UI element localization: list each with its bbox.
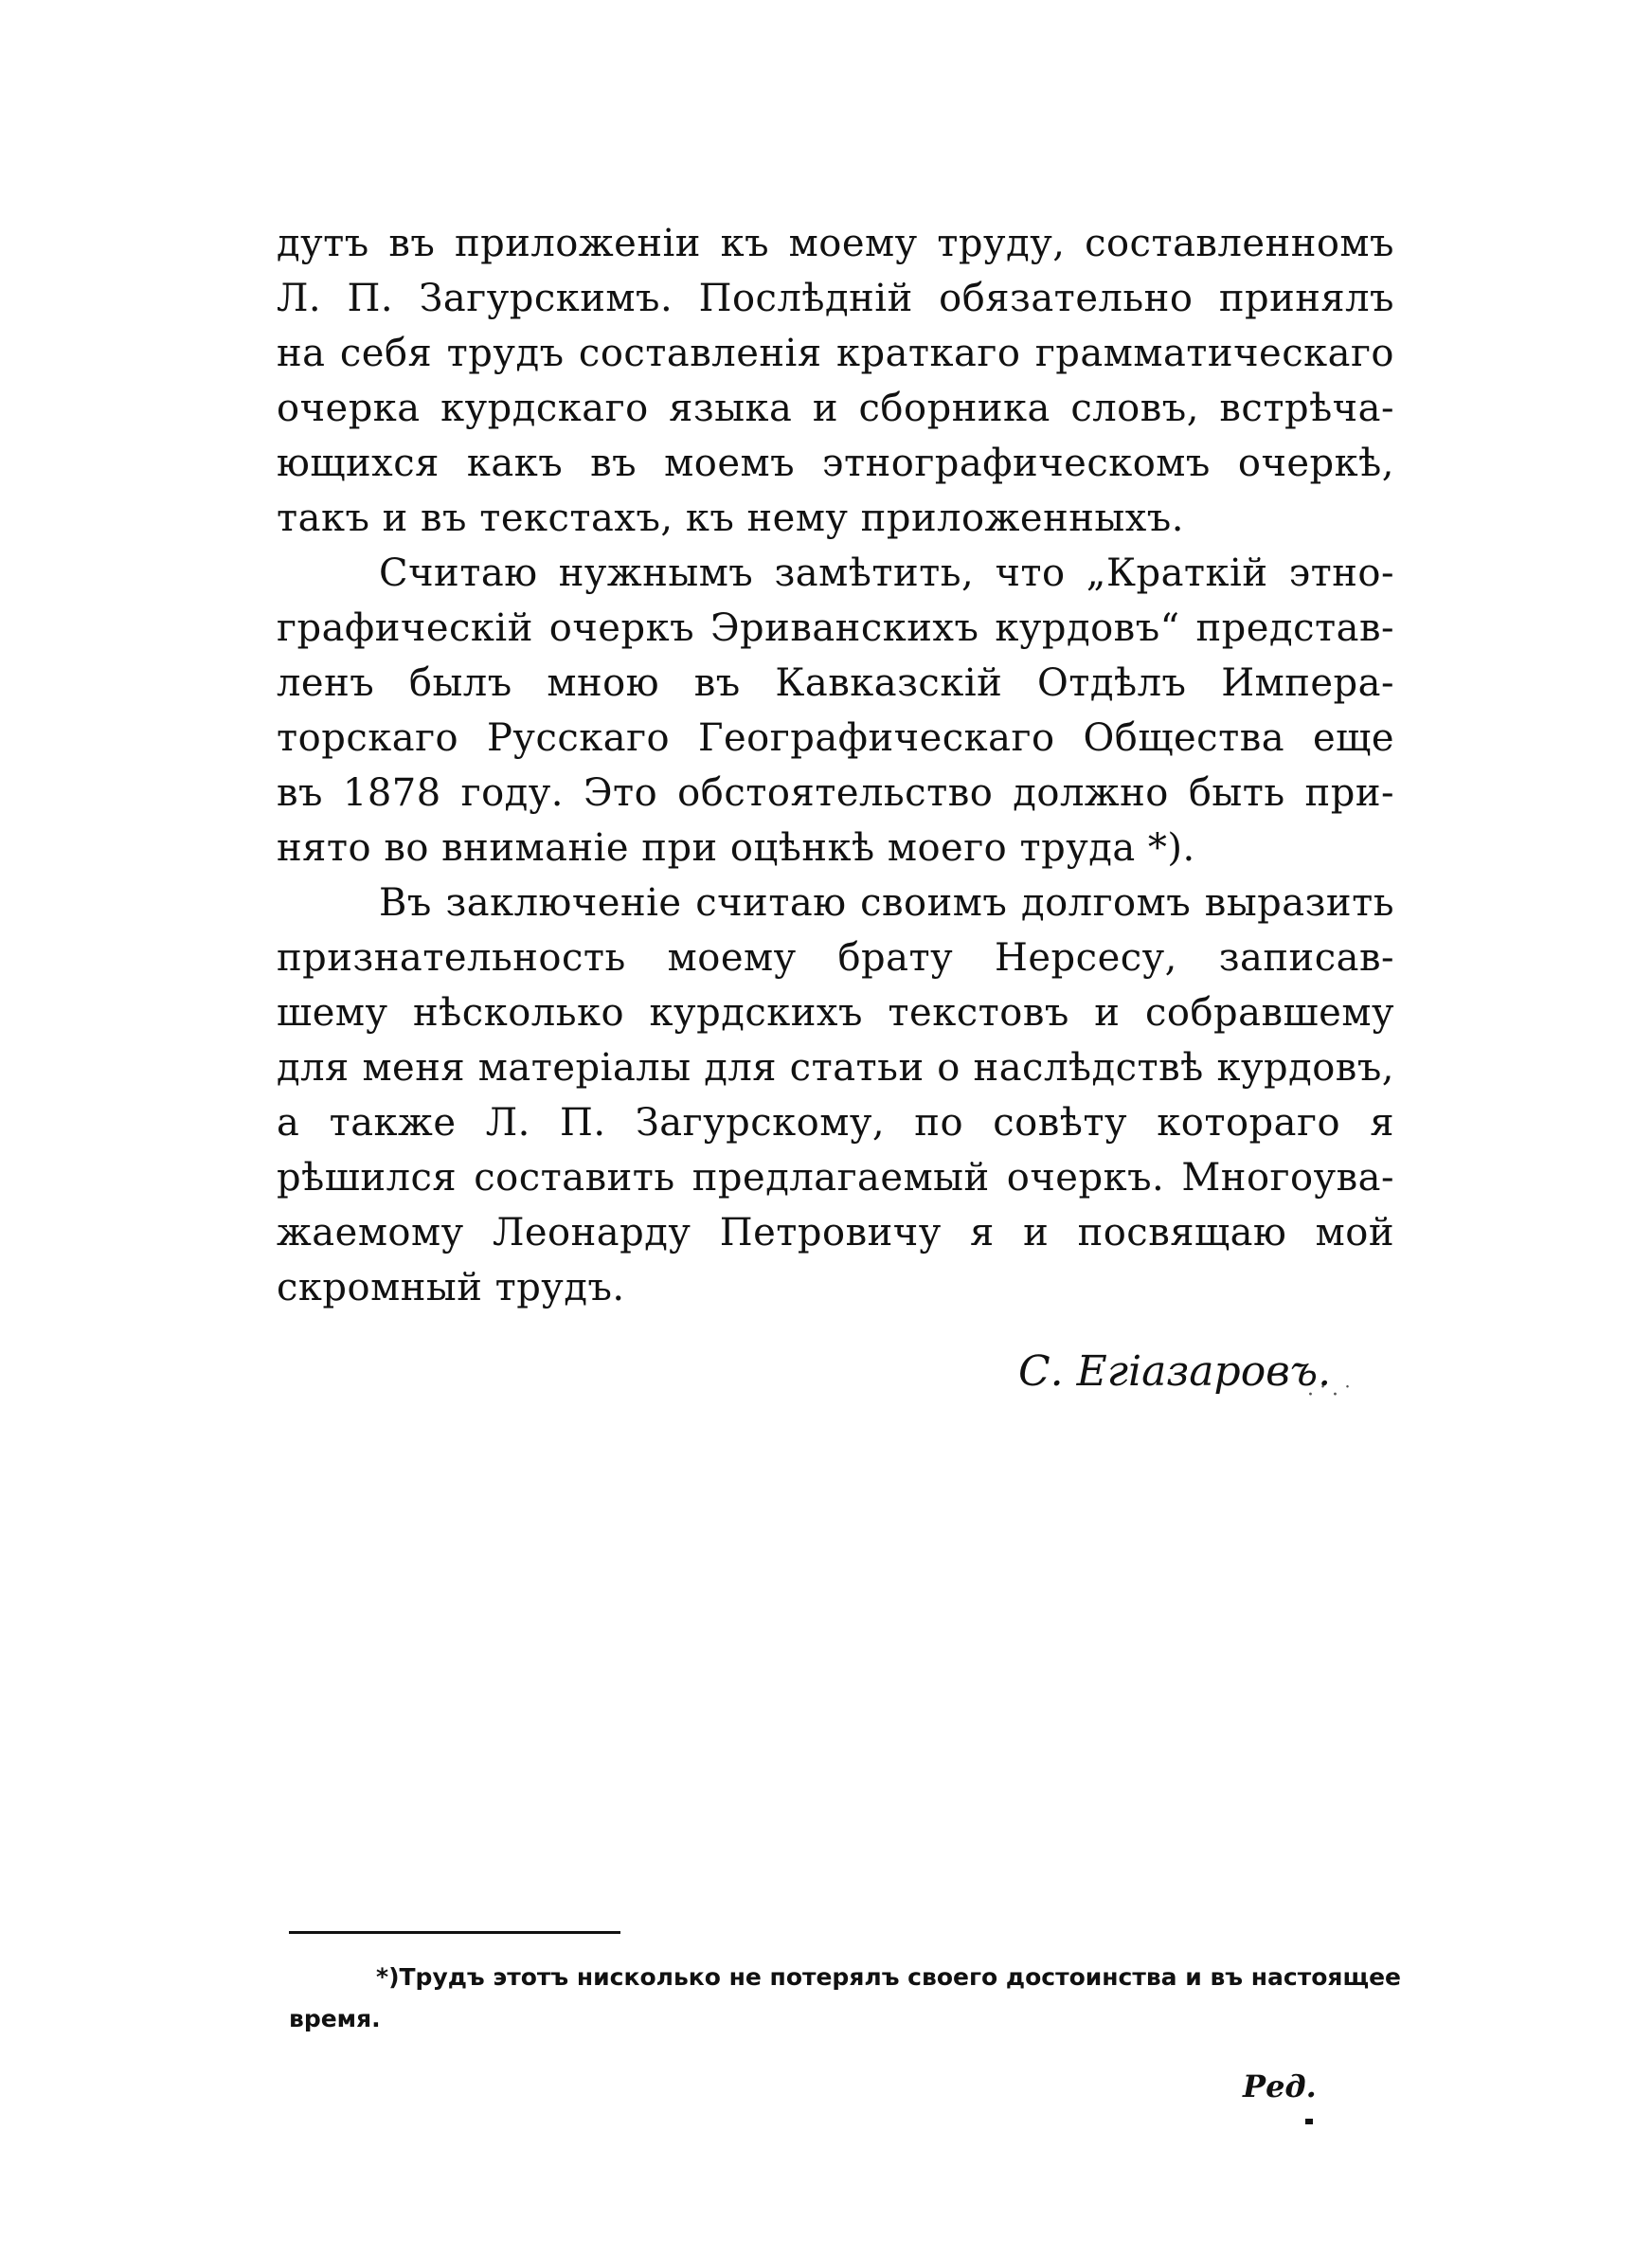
text-line: нято во вниманіе при оцѣнкѣ моего труда *).: [277, 826, 1195, 870]
text-line: графическій очеркъ Эриванскихъ курдовъ“ представ-: [277, 606, 1394, 650]
print-speck-decoration: ·˙·˙: [1307, 1383, 1356, 1407]
text-line: дутъ въ приложеніи къ моему труду, составленномъ: [277, 222, 1394, 265]
text-line: ющихся какъ въ моемъ этнографическомъ очеркѣ,: [277, 442, 1394, 485]
footnote-divider: [289, 1931, 620, 1934]
text-line: для меня матеріалы для статьи о наслѣдствѣ курдовъ,: [277, 1046, 1394, 1090]
text-line: рѣшился составить предлагаемый очеркъ. Многоува-: [277, 1156, 1394, 1200]
text-line: такъ и въ текстахъ, къ нему приложенныхъ.: [277, 497, 1184, 540]
footnote: [289, 1957, 1401, 2040]
footnote-line: время.: [289, 2005, 381, 2032]
editor-note: Ред.: [1243, 2068, 1317, 2104]
text-line: торскаго Русскаго Географическаго Общества еще: [277, 716, 1394, 760]
text-line: а также Л. П. Загурскому, по совѣту котораго я: [277, 1101, 1394, 1145]
paragraph-start-line: Въ заключеніе считаю своимъ долгомъ выразить: [379, 881, 1394, 925]
text-line: признательность моему брату Нерсесу, записав-: [277, 936, 1394, 980]
text-line: ленъ былъ мною въ Кавказскій Отдѣлъ Импера-: [277, 661, 1394, 705]
body-text: [277, 216, 1394, 1315]
author-signature: С. Егіазаровъ.: [1018, 1347, 1332, 1396]
footnote-line: *)Трудъ этотъ нисколько не потерялъ своего достоинства и въ настоящее: [376, 1963, 1401, 1991]
text-line: очерка курдскаго языка и сборника словъ, встрѣча-: [277, 387, 1394, 430]
print-mark-decoration: [1305, 2119, 1313, 2124]
text-line: шему нѣсколько курдскихъ текстовъ и собравшему: [277, 991, 1394, 1035]
paragraph-start-line: Считаю нужнымъ замѣтить, что „Краткій этно-: [379, 551, 1394, 595]
text-line: на себя трудъ составленія краткаго грамматическаго: [277, 332, 1394, 375]
text-line: Л. П. Загурскимъ. Послѣдній обязательно принялъ: [277, 277, 1394, 320]
text-line: жаемому Леонарду Петровичу я и посвящаю мой: [277, 1211, 1394, 1255]
text-line: въ 1878 году. Это обстоятельство должно быть при-: [277, 771, 1394, 815]
text-line: скромный трудъ.: [277, 1266, 625, 1309]
